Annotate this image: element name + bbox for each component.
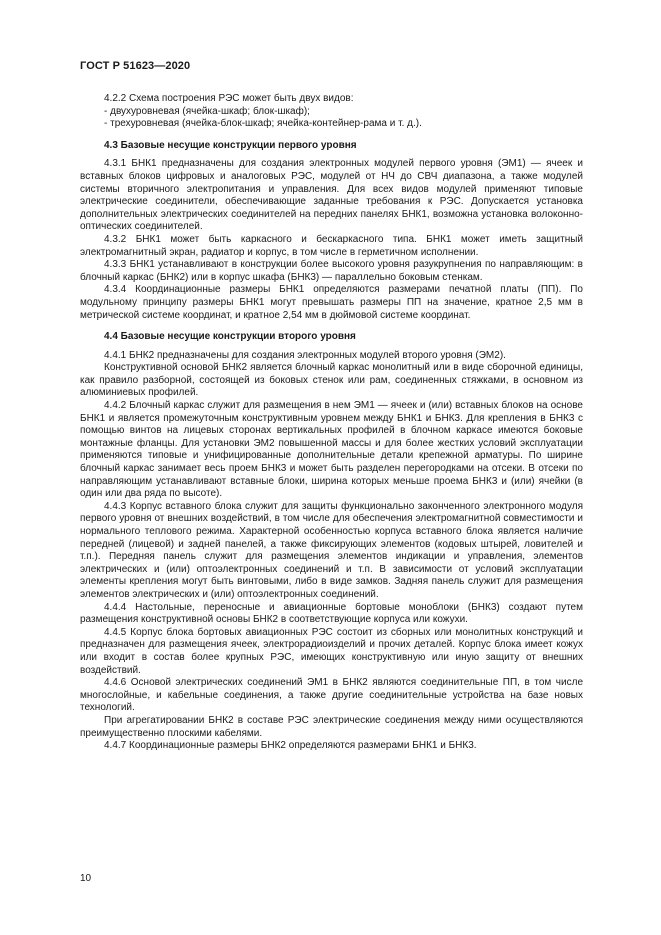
paragraph-4-4-1: 4.4.1 БНК2 предназначены для создания электронных модулей второго уровня (ЭМ2). [104,349,506,361]
paragraph-4-4-6-cont: При агрегатировании БНК2 в составе РЭС электрические соединения между ними осуществляются преимущественно плоскими кабелями. [80,714,583,739]
paragraph-4-4-5: 4.4.5 Корпус блока бортовых авиационных РЭС состоит из сборных или монолитных конструкций и предназначен для размещения ячеек, электрорадиоизделий и прочих деталей. Корпус блока имеет кожух или входит в состав более крупных РЭС, имеющих конструктивную или иную защиту от внешних воздействий. [80,626,583,676]
list-item: - двухуровневая (ячейка-шкаф; блок-шкаф); [104,105,310,117]
paragraph-4-4-4: 4.4.4 Настольные, переносные и авиационные бортовые моноблоки (БНК3) создают путем размещения конструктивной основы БНК2 в соответствующие корпуса или кожухи. [80,601,583,626]
paragraph-4-4-1-cont: Конструктивной основой БНК2 является блочный каркас монолитный или в виде сборочной единицы, как правило разборной, состоящей из боковых стенок или рам, соединенных стяжками, в основном из алюминиевых профилей. [80,362,583,399]
list-item: - трехуровневая (ячейка-блок-шкаф; ячейка-контейнер-рама и т. д.). [104,118,422,130]
section-heading-4-3: 4.3 Базовые несущие конструкции первого уровня [104,139,357,151]
paragraph-4-4-6: 4.4.6 Основой электрических соединений ЭМ1 в БНК2 являются соединительные ПП, в том числе многослойные, и кабельные соединения, а также другие соединительные устройства на базе новых технологий. [80,677,583,714]
paragraph-4-3-2: 4.3.2 БНК1 может быть каркасного и бескаркасного типа. БНК1 может иметь защитный электромагнитный экран, радиатор и корпус, в том числе в герметичном исполнении. [80,233,583,258]
section-heading-4-4: 4.4 Базовые несущие конструкции второго уровня [104,331,356,343]
paragraph-4-2-2: 4.2.2 Схема построения РЭС может быть двух видов: [104,93,354,104]
document-body [80,93,583,753]
document-code-header: ГОСТ Р 51623—2020 [80,60,191,72]
page-number: 10 [80,873,92,884]
paragraph-4-3-1: 4.3.1 БНК1 предназначены для создания электронных модулей первого уровня (ЭМ1) — ячеек и вставных блоков цифровых и аналоговых РЭС, модулей от НЧ до СВЧ диапазона, а также модулей системы вторичного электропитания и управления. Для всех видов модулей применяют типовые электрические соединители, обеспечивающие заданные требования к РЭС. Допускается установка дополнительных электрических соединителей на передних панелях БНК1, возможна установка волоконно-оптических соединителей. [80,158,583,233]
paragraph-4-4-2: 4.4.2 Блочный каркас служит для размещения в нем ЭМ1 — ячеек и (или) вставных блоков на основе БНК1 и является промежуточным конструктивным уровнем между БНК1 и БНК3. Для крепления в БНК3 с помощью винтов на лицевых сторонах вертикальных профилей в блочном каркасе имеются боковые монтажные фланцы. Для установки ЭМ2 повышенной массы и для более жестких условий эксплуатации применяются типовые и унифицированные дополнительные детали крепежной арматуры. По ширине блочный каркас занимает весь проем БНК3 и может быть разделен перегородками на отсеки. В отсеки по направляющим устанавливают вставные блоки, ширина которых меньше проема БНК3 и (или) ячейки (в один или два ряда по высоте). [80,400,583,500]
paragraph-4-3-4: 4.3.4 Координационные размеры БНК1 определяются размерами печатной платы (ПП). По модульному принципу размеры БНК1 могут превышать размеры ПП на значение, кратное 2,5 мм в метрической системе координат, и кратное 2,54 мм в дюймовой системе координат. [80,284,583,321]
paragraph-4-4-7: 4.4.7 Координационные размеры БНК2 определяются размерами БНК1 и БНК3. [104,740,477,752]
paragraph-4-3-3: 4.3.3 БНК1 устанавливают в конструкции более высокого уровня разукрупнения по направляющим: в блочный каркас (БНК2) или в корпус шкафа (БНК3) — параллельно боковым стенкам. [80,259,583,283]
paragraph-4-4-3: 4.4.3 Корпус вставного блока служит для защиты функционально законченного электронного модуля первого уровня от внешних воздействий, в том числе для обеспечения электромагнитной совместимости и нормального теплового режима. Характерной особенностью корпуса вставного блока является наличие передней (лицевой) и задней панелей, а также фиксирующих элементов (кодовых штырей, ловителей и т.п.). Передняя панель служит для размещения элементов индикации и управления, элементов электрических и (или) оптоэлектронных соединений и т.п. В зависимости от условий эксплуатации элементы крепления могут быть винтовыми, либо в виде замков. Задняя панель служит для размещения элементов электрических и (или) оптоэлектронных соединений. [80,500,583,600]
